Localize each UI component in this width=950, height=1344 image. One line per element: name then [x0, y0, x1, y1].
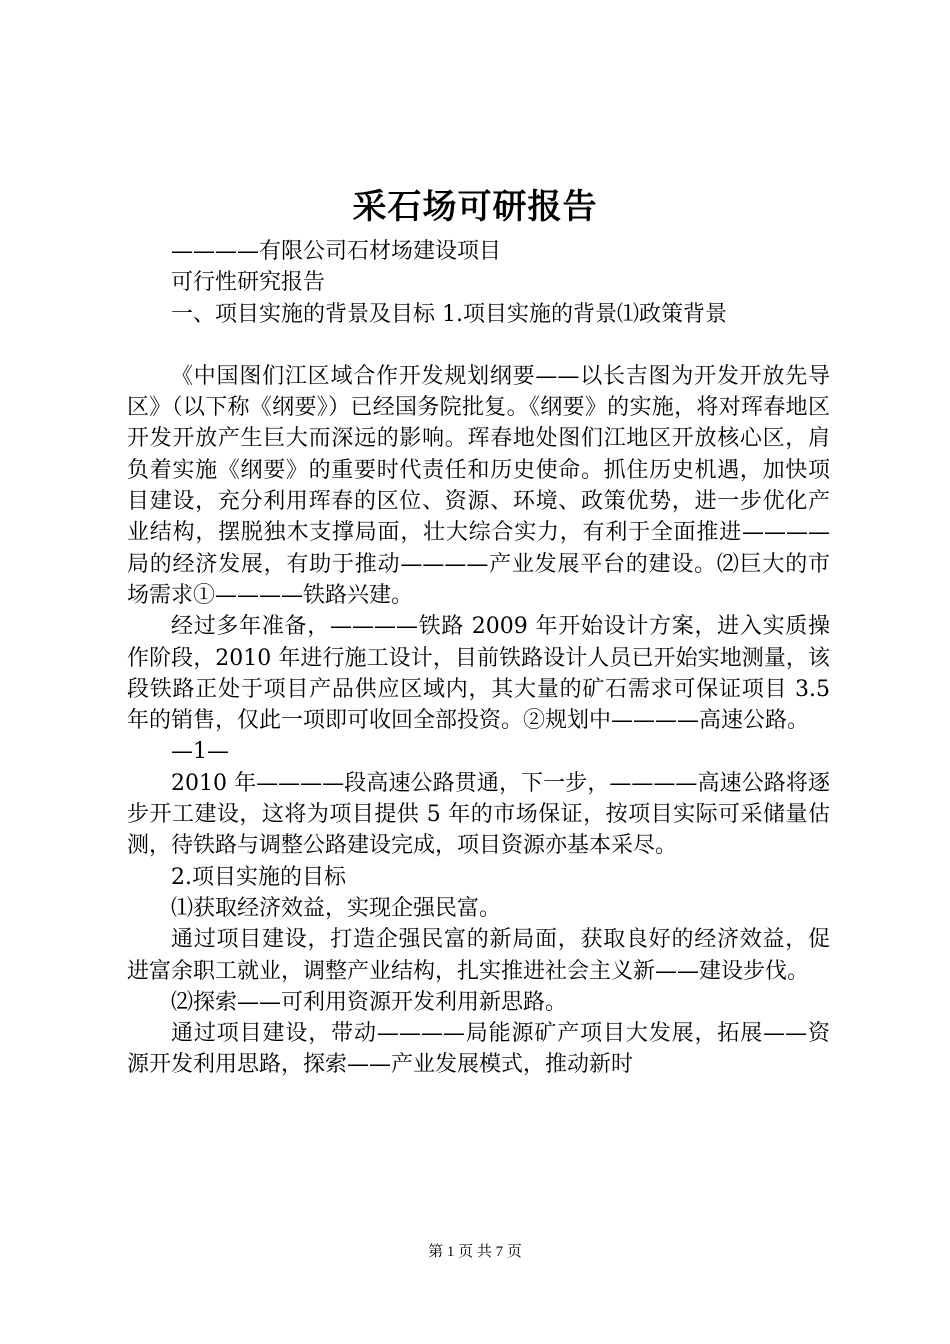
- paragraph-goal-two: ⑵探索——可利用资源开发利用新思路。: [171, 989, 568, 1015]
- paragraph-goals-heading: 2.项目实施的目标: [171, 864, 346, 890]
- paragraph-goal-one: ⑴获取经济效益，实现企强民富。: [171, 895, 502, 921]
- paragraph-goal-two-body: 通过项目建设，带动————局能源矿产项目大发展，拓展——资源开发利用思路，探索——产业发展模式，推动新时: [127, 1021, 830, 1078]
- paragraph-policy-background: 《中国图们江区域合作开发规划纲要——以长吉图为开发开放先导区》（以下称《纲要》）已经国务院批复。《纲要》的实施，将对珲春地区开发开放产生巨大而深远的影响。珲春地处图们江地区开放核心区，肩负着实施《纲要》的重要时代责任和历史使命。抓住历史机遇，加快项目建设，充分利用珲春的区位、资源、环境、政策优势，进一步优化产业结构，摆脱独木支撑局面，壮大综合实力，有利于全面推进————局的经济发展，有助于推动————产业发展平台的建设。⑵巨大的市场需求①————铁路兴建。: [127, 363, 830, 608]
- paragraph-report-subtitle: 可行性研究报告: [171, 270, 326, 296]
- page-footer: 第 1 页 共 7 页: [428, 1244, 522, 1260]
- document-title: 采石场可研报告: [352, 187, 598, 227]
- paragraph-highway: 2010 年————段高速公路贯通，下一步，————高速公路将逐步开工建设，这将为项目提供 5 年的市场保证，按项目实际可采储量估测，待铁路与调整公路建设完成，项目资源亦基本采尽。: [127, 770, 830, 859]
- paragraph-page-mark: —1—: [171, 739, 229, 765]
- paragraph-goal-one-body: 通过项目建设，打造企强民富的新局面，获取良好的经济效益，促进富余职工就业，调整产业结构，扎实推进社会主义新——建设步伐。: [127, 927, 830, 984]
- document-body: [127, 236, 830, 1081]
- paragraph-company-line: ————有限公司石材场建设项目: [171, 239, 502, 264]
- paragraph-railway: 经过多年准备，————铁路 2009 年开始设计方案，进入实质操作阶段，2010 年进行施工设计，目前铁路设计人员已开始实地测量，该段铁路正处于项目产品供应区域内，其大量的矿石需求可保证项目 3.5 年的销售，仅此一项即可收回全部投资。②规划中————高速公路。: [127, 614, 830, 734]
- paragraph-section-heading: 一、项目实施的背景及目标 1.项目实施的背景⑴政策背景: [171, 301, 727, 327]
